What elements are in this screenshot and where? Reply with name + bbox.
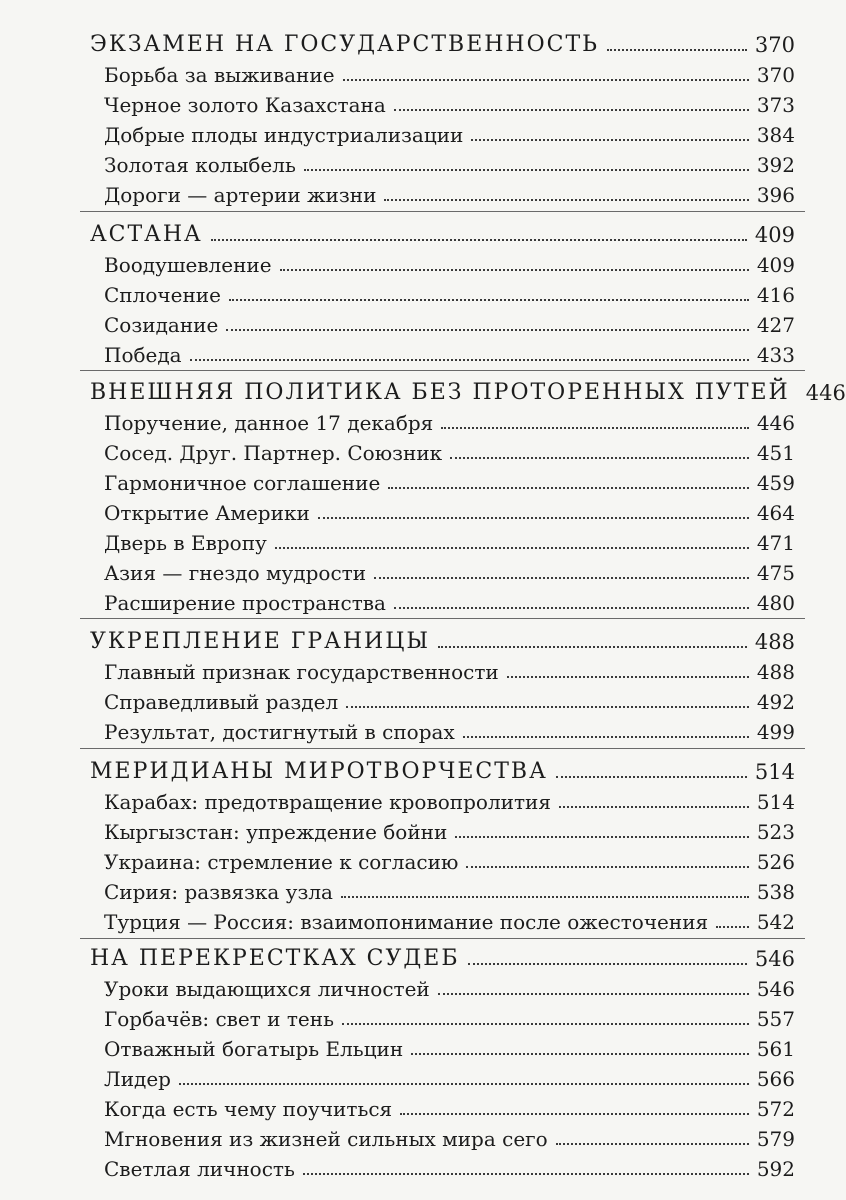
page-number: 392 [756, 153, 795, 177]
page-number: 471 [756, 531, 795, 555]
leader-dots [226, 329, 748, 331]
item-title: Дверь в Европу [104, 531, 267, 555]
page-number: 526 [756, 850, 795, 874]
item-title: Расширение пространства [104, 591, 386, 615]
item-title: Турция — Россия: взаимопонимание после ожесточения [104, 910, 709, 934]
leader-dots [466, 866, 748, 868]
toc-item[interactable] [104, 58, 795, 88]
toc-item[interactable] [104, 1152, 795, 1182]
leader-dots [280, 269, 749, 271]
item-title: Справедливый раздел [104, 690, 339, 714]
leader-dots [303, 1173, 749, 1175]
toc-item[interactable] [104, 815, 795, 845]
item-title: Созидание [104, 313, 219, 337]
page-number: 427 [756, 313, 795, 337]
leader-dots [438, 993, 749, 995]
leader-dots [318, 517, 749, 519]
page-number: 370 [756, 63, 795, 87]
leader-dots [400, 1113, 749, 1115]
leader-dots [450, 457, 749, 459]
page-number: 561 [756, 1037, 795, 1061]
toc-item[interactable] [104, 685, 795, 715]
toc-item[interactable] [104, 972, 795, 1002]
item-title: Лидер [104, 1067, 171, 1091]
leader-dots [275, 547, 749, 549]
section-divider [80, 748, 805, 749]
toc-heading[interactable] [90, 28, 795, 58]
item-title: Азия — гнездо мудрости [104, 561, 367, 585]
leader-dots [455, 836, 748, 838]
page-number: 546 [756, 977, 795, 1001]
leader-dots [304, 169, 749, 171]
toc-heading[interactable] [90, 218, 795, 248]
item-title: Открытие Америки [104, 501, 310, 525]
item-title: Сирия: развязка узла [104, 880, 333, 904]
leader-dots [190, 359, 749, 361]
page-number: 572 [756, 1097, 795, 1121]
item-title: Результат, достигнутый в спорах [104, 720, 455, 744]
page-number: 557 [756, 1007, 795, 1031]
page-number: 409 [756, 253, 795, 277]
item-title: Главный признак государственности [104, 660, 499, 684]
toc-item[interactable] [104, 248, 795, 278]
page-number: 566 [756, 1067, 795, 1091]
page-number: 523 [756, 820, 795, 844]
page-number: 546 [754, 947, 795, 971]
page-number: 396 [756, 183, 795, 207]
item-title: Золотая колыбель [104, 153, 296, 177]
page-number: 499 [756, 720, 795, 744]
toc-item[interactable] [104, 308, 795, 338]
leader-dots [716, 926, 749, 928]
toc-heading[interactable] [90, 376, 846, 406]
toc-item[interactable] [104, 88, 795, 118]
page-number: 514 [754, 760, 795, 784]
toc-item[interactable] [104, 715, 795, 745]
toc-item[interactable] [104, 278, 795, 308]
leader-dots [346, 706, 749, 708]
item-title: Кыргызстан: упреждение бойни [104, 820, 448, 844]
section-divider [80, 618, 805, 619]
page-number: 492 [756, 690, 795, 714]
item-title: Мгновения из жизней сильных мира сего [104, 1127, 548, 1151]
page-number: 592 [756, 1157, 795, 1181]
toc-item[interactable] [104, 875, 795, 905]
toc-item[interactable] [104, 905, 795, 935]
item-title: Светлая личность [104, 1157, 295, 1181]
item-title: Сосед. Друг. Партнер. Союзник [104, 441, 443, 465]
toc-item[interactable] [104, 1122, 795, 1152]
page-number: 416 [756, 283, 795, 307]
leader-dots [343, 79, 749, 81]
leader-dots [411, 1053, 749, 1055]
toc-item[interactable] [104, 556, 795, 586]
page-number: 370 [754, 33, 795, 57]
page-number: 433 [756, 343, 795, 367]
leader-dots [229, 299, 749, 301]
leader-dots [441, 427, 749, 429]
page-number: 409 [754, 223, 795, 247]
toc-item[interactable] [104, 466, 795, 496]
page-number: 446 [805, 381, 846, 405]
item-title: Добрые плоды индустриализации [104, 123, 464, 147]
toc-item[interactable] [104, 496, 795, 526]
page-number: 475 [756, 561, 795, 585]
leader-dots [374, 577, 749, 579]
leader-dots [438, 646, 747, 648]
toc-item[interactable] [104, 118, 795, 148]
item-title: Воодушевление [104, 253, 272, 277]
page-number: 459 [756, 471, 795, 495]
leader-dots [342, 1023, 749, 1025]
toc-heading[interactable] [90, 755, 795, 785]
leader-dots [556, 1143, 749, 1145]
toc-item[interactable] [104, 436, 795, 466]
toc-item[interactable] [104, 1032, 795, 1062]
toc-item[interactable] [104, 1062, 795, 1092]
toc-item[interactable] [104, 655, 795, 685]
page-number: 373 [756, 93, 795, 117]
page-number: 384 [756, 123, 795, 147]
item-title: Отважный богатырь Ельцин [104, 1037, 404, 1061]
leader-dots [341, 896, 749, 898]
page-number: 488 [756, 660, 795, 684]
heading-title: НА ПЕРЕКРЕСТКАХ СУДЕБ [90, 946, 460, 971]
toc-item[interactable] [104, 586, 795, 616]
toc-item[interactable] [104, 785, 795, 815]
item-title: Поручение, данное 17 декабря [104, 411, 434, 435]
page-number: 488 [754, 630, 795, 654]
heading-title: ЭКЗАМЕН НА ГОСУДАРСТВЕННОСТЬ [90, 32, 599, 57]
leader-dots [507, 676, 749, 678]
toc-heading[interactable] [90, 625, 795, 655]
item-title: Уроки выдающихся личностей [104, 977, 430, 1001]
leader-dots [471, 139, 748, 141]
item-title: Украина: стремление к согласию [104, 850, 459, 874]
leader-dots [463, 736, 749, 738]
item-title: Гармоничное соглашение [104, 471, 381, 495]
item-title: Когда есть чему поучиться [104, 1097, 393, 1121]
section-divider [80, 370, 805, 371]
heading-title: АСТАНА [90, 222, 203, 247]
item-title: Борьба за выживание [104, 63, 335, 87]
section-divider [80, 938, 805, 939]
toc-item[interactable] [104, 526, 795, 556]
leader-dots [394, 109, 749, 111]
item-title: Горбачёв: свет и тень [104, 1007, 334, 1031]
toc-item[interactable] [104, 178, 795, 208]
page-number: 451 [756, 441, 795, 465]
toc-item[interactable] [104, 1092, 795, 1122]
leader-dots [394, 607, 749, 609]
heading-title: УКРЕПЛЕНИЕ ГРАНИЦЫ [90, 629, 431, 654]
page-number: 538 [756, 880, 795, 904]
item-title: Дороги — артерии жизни [104, 183, 377, 207]
leader-dots [388, 487, 749, 489]
toc-item[interactable] [104, 406, 795, 436]
leader-dots [607, 49, 747, 51]
item-title: Черное золото Казахстана [104, 93, 386, 117]
heading-title: МЕРИДИАНЫ МИРОТВОРЧЕСТВА [90, 759, 548, 784]
heading-title: ВНЕШНЯЯ ПОЛИТИКА БЕЗ ПРОТОРЕННЫХ ПУТЕЙ [90, 380, 790, 405]
leader-dots [179, 1083, 749, 1085]
page-number: 542 [756, 910, 795, 934]
leader-dots [559, 806, 749, 808]
toc-item[interactable] [104, 1002, 795, 1032]
page-number: 446 [756, 411, 795, 435]
page-number: 579 [756, 1127, 795, 1151]
toc-item[interactable] [104, 338, 795, 368]
item-title: Сплочение [104, 283, 221, 307]
leader-dots [556, 776, 747, 778]
leader-dots [384, 199, 748, 201]
page-number: 514 [756, 790, 795, 814]
page-number: 464 [756, 501, 795, 525]
item-title: Карабах: предотвращение кровопролития [104, 790, 551, 814]
toc-item[interactable] [104, 845, 795, 875]
toc-item[interactable] [104, 148, 795, 178]
leader-dots [468, 963, 747, 965]
section-divider [80, 211, 805, 212]
toc-heading[interactable] [90, 942, 795, 972]
page-number: 480 [756, 591, 795, 615]
leader-dots [211, 239, 747, 241]
item-title: Победа [104, 343, 182, 367]
